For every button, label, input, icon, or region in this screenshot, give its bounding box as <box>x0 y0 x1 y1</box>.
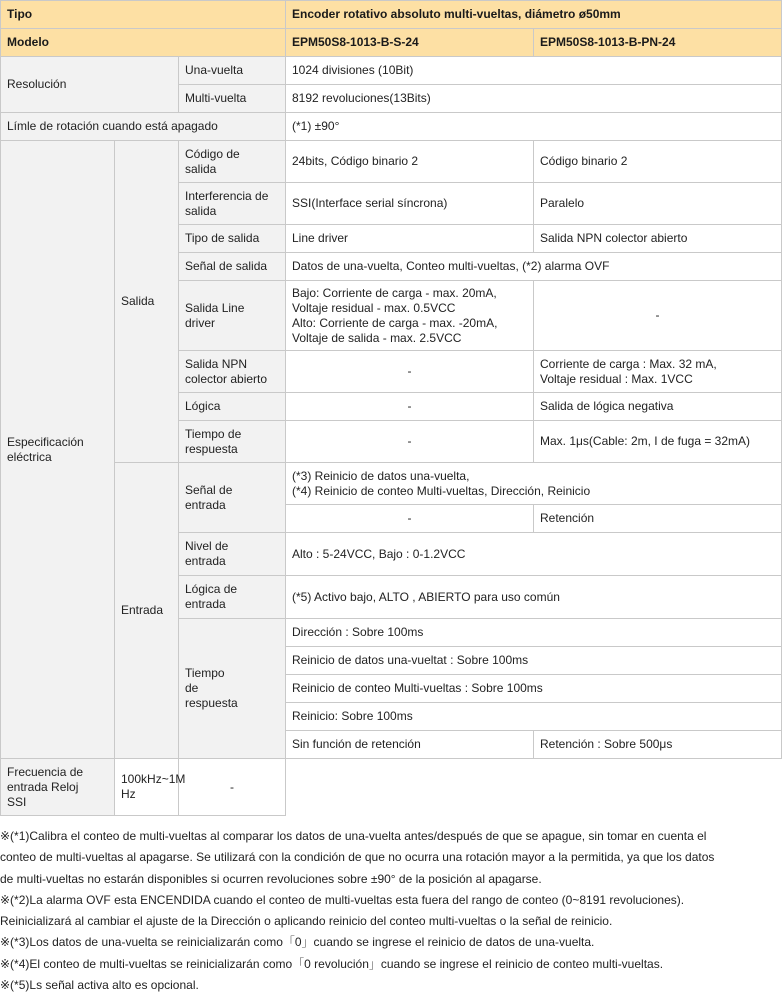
tiempo-reinicio: Reinicio: Sobre 100ms <box>286 703 782 731</box>
tiempo-salida-a: - <box>286 421 534 463</box>
npn-b-2: Voltaje residual : Max. 1VCC <box>540 371 693 386</box>
tiempo-salida-label <box>179 421 286 463</box>
tipo-value: Encoder rotativo absoluto multi-vueltas, diámetro ø50mm <box>286 1 782 29</box>
resolucion-una-row <box>1 57 782 85</box>
nivel-entrada-label <box>179 533 286 576</box>
tipo-salida-label: Tipo de salida <box>179 225 286 253</box>
multi-vuelta-label: Multi-vuelta <box>179 85 286 113</box>
tiempo-sin-retencion: Sin función de retención <box>286 731 534 759</box>
logica-entrada-value: (*5) Activo bajo, ALTO , ABIERTO para uso común <box>286 576 782 619</box>
note-line: ※(*5)Ls señal activa alto es opcional. <box>0 978 199 993</box>
tiempo-salida-label-2: respuesta <box>185 441 238 456</box>
line-driver-label <box>179 281 286 351</box>
frecuencia-label-2: entrada Reloj <box>7 779 79 794</box>
line-driver-a-3: Alto: Corriente de carga - max. -20mA, <box>292 315 498 330</box>
especificacion-label <box>1 141 115 759</box>
tiempo-salida-b: Max. 1μs(Cable: 2m, I de fuga = 32mA) <box>534 421 782 463</box>
tipo-row <box>1 1 782 29</box>
tiempo-entrada-label-2: de <box>185 681 199 695</box>
footnotes <box>0 826 782 996</box>
tipo-salida-b: Salida NPN colector abierto <box>534 225 782 253</box>
note-line: ※(*4)El conteo de multi-vueltas se reinicializarán como「0 revolución」cuando se ingrese el reinicio de conteo multi-vueltas. <box>0 956 664 971</box>
note-line: ※(*2)La alarma OVF esta ENCENDIDA cuando el conteo de multi-vueltas esta fuera del rango de conteo (0~8191 revoluciones). <box>0 892 685 907</box>
interferencia-b: Paralelo <box>534 183 782 225</box>
una-vuelta-value: 1024 divisiones (10Bit) <box>286 57 782 85</box>
line-driver-a-4: Voltaje de salida - max. 2.5VCC <box>292 330 462 345</box>
senal-entrada-label-2: entrada <box>185 497 226 512</box>
multi-vuelta-value: 8192 revoluciones(13Bits) <box>286 85 782 113</box>
logica-salida-b: Salida de lógica negativa <box>534 393 782 421</box>
codigo-row <box>1 141 782 183</box>
nivel-entrada-label-1: Nivel de <box>185 539 229 553</box>
tiempo-reinicio-conteo: Reinicio de conteo Multi-vueltas : Sobre 100ms <box>286 675 782 703</box>
entrada-label: Entrada <box>115 463 179 759</box>
line-driver-label-2: driver <box>185 315 216 330</box>
tipo-label: Tipo <box>1 1 286 29</box>
logica-entrada-label-1: Lógica de <box>185 582 238 596</box>
codigo-label-2: salida <box>185 161 217 176</box>
logica-salida-a: - <box>286 393 534 421</box>
tiempo-reinicio-datos: Reinicio de datos una-vueltat : Sobre 100ms <box>286 647 782 675</box>
note-line: ※(*3)Los datos de una-vuelta se reinicializarán como「0」cuando se ingrese el reinicio de datos de una-vuelta. <box>0 935 595 950</box>
frecuencia-row <box>1 759 782 816</box>
line-driver-label-1: Salida Line <box>185 300 245 315</box>
resolucion-label: Resolución <box>1 57 179 113</box>
nivel-entrada-label-2: entrada <box>185 554 226 568</box>
interferencia-label-1: Interferencia de <box>185 188 269 203</box>
modelo-label: Modelo <box>1 29 286 57</box>
limite-label: Límle de rotación cuando está apagado <box>1 113 286 141</box>
especificacion-label-2: eléctrica <box>7 449 52 464</box>
frecuencia-label <box>1 759 115 816</box>
senal-entrada-value-1: (*3) Reinicio de datos una-vuelta, <box>292 468 470 483</box>
senal-entrada-label <box>179 463 286 533</box>
model-a: EPM50S8-1013-B-S-24 <box>286 29 534 57</box>
note-line: conteo de multi-vueltas al apagarse. Se utilizará con la condición de que no ocurra una rotación mayor a la permitida, ya que los datos <box>0 850 715 865</box>
interferencia-label <box>179 183 286 225</box>
frecuencia-label-3: SSI <box>7 794 27 809</box>
logica-salida-label: Lógica <box>179 393 286 421</box>
logica-entrada-label <box>179 576 286 619</box>
line-driver-a <box>286 281 534 351</box>
codigo-a: 24bits, Código binario 2 <box>286 141 534 183</box>
senal-entrada-b: Retención <box>534 505 782 533</box>
senal-entrada-label-1: Señal de <box>185 482 233 497</box>
senal-entrada-value-2: (*4) Reinicio de conteo Multi-vueltas, Dirección, Reinicio <box>292 483 591 498</box>
especificacion-label-1: Especificación <box>7 434 84 449</box>
tiempo-salida-label-1: Tiempo de <box>185 426 242 441</box>
line-driver-b: - <box>534 281 782 351</box>
frecuencia-b: - <box>179 759 286 816</box>
interferencia-a: SSI(Interface serial síncrona) <box>286 183 534 225</box>
npn-label <box>179 351 286 393</box>
line-driver-a-2: Voltaje residual - max. 0.5VCC <box>292 300 456 315</box>
tiempo-direccion: Dirección : Sobre 100ms <box>286 619 782 647</box>
npn-label-2: colector abierto <box>185 371 268 386</box>
tiempo-entrada-label-3: respuesta <box>185 696 238 710</box>
una-vuelta-label: Una-vuelta <box>179 57 286 85</box>
codigo-label <box>179 141 286 183</box>
logica-entrada-label-2: entrada <box>185 597 226 611</box>
npn-b <box>534 351 782 393</box>
tipo-salida-a: Line driver <box>286 225 534 253</box>
interferencia-label-2: salida <box>185 203 217 218</box>
note-line: Reinicializará al cambiar el ajuste de la Dirección o aplicando reinicio del conteo multi-vueltas o la señal de reinicio. <box>0 914 613 929</box>
line-driver-a-1: Bajo: Corriente de carga - max. 20mA, <box>292 285 497 300</box>
note-line: ※(*1)Calibra el conteo de multi-vueltas al comparar los datos de una-vuelta antes/después de que se apague, sin tomar en cuenta el <box>0 829 707 843</box>
codigo-label-1: Código de <box>185 146 240 161</box>
codigo-b: Código binario 2 <box>534 141 782 183</box>
npn-b-1: Corriente de carga : Max. 32 mA, <box>540 356 717 371</box>
tiempo-entrada-label-1: Tiempo <box>185 666 225 680</box>
limite-row <box>1 113 782 141</box>
tiempo-retencion: Retención : Sobre 500μs <box>534 731 782 759</box>
nivel-entrada-value: Alto : 5-24VCC, Bajo : 0-1.2VCC <box>286 533 782 576</box>
npn-a: - <box>286 351 534 393</box>
modelo-row <box>1 29 782 57</box>
salida-label: Salida <box>115 141 179 463</box>
frecuencia-a: 100kHz~1M Hz <box>115 759 179 816</box>
senal-entrada-row <box>1 463 782 505</box>
npn-label-1: Salida NPN <box>185 356 248 371</box>
tiempo-entrada-label <box>179 619 286 759</box>
senal-salida-value: Datos de una-vuelta, Conteo multi-vueltas, (*2) alarma OVF <box>286 253 782 281</box>
note-line: de multi-vueltas no estarán disponibles si ocurren revoluciones sobre ±90° de la posición al apagarse. <box>0 871 542 886</box>
frecuencia-label-1: Frecuencia de <box>7 764 84 779</box>
senal-salida-label: Señal de salida <box>179 253 286 281</box>
limite-value: (*1) ±90° <box>286 113 782 141</box>
model-b: EPM50S8-1013-B-PN-24 <box>534 29 782 57</box>
senal-entrada-value <box>286 463 782 505</box>
senal-entrada-a: - <box>286 505 534 533</box>
